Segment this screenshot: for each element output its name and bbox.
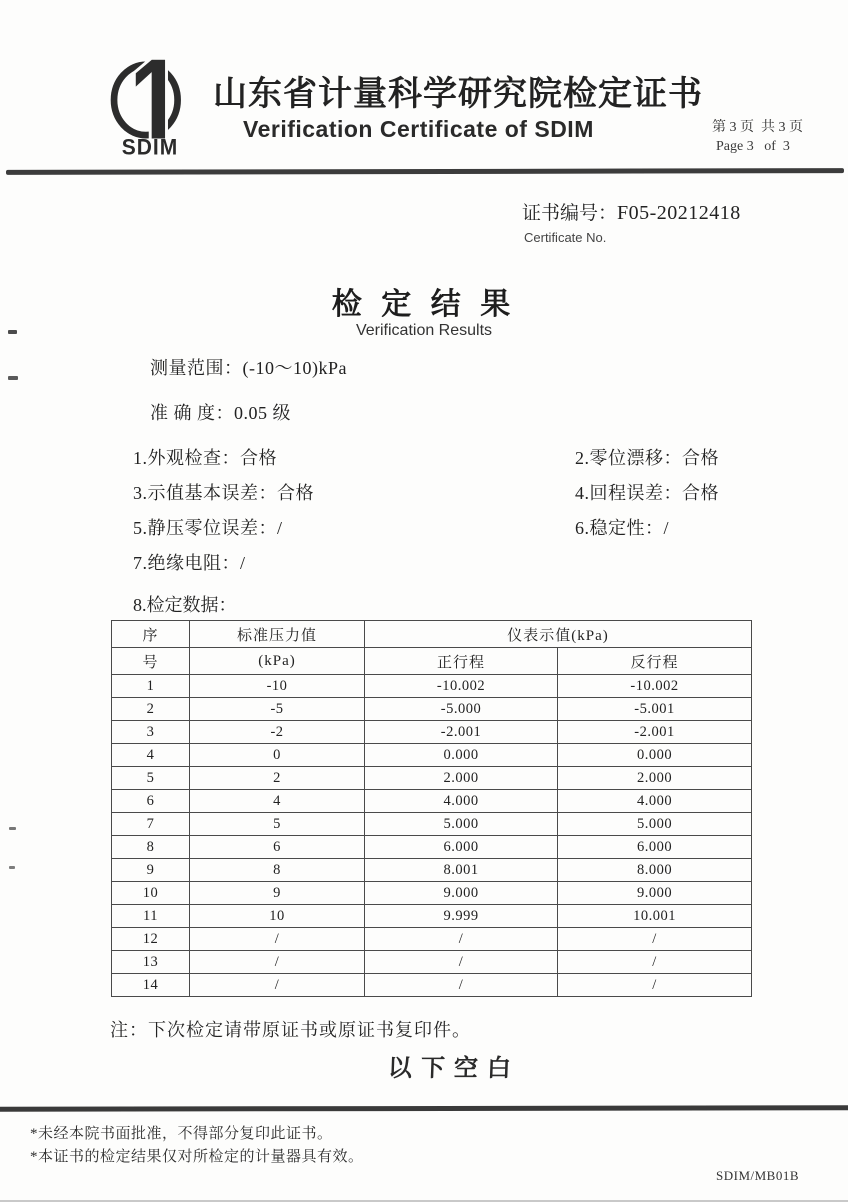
table-cell: /	[190, 928, 365, 951]
table-cell: 8	[190, 859, 365, 882]
verification-data-label: 8.检定数据：	[133, 595, 237, 615]
check-item-hysteresis: 4.回程误差：合格	[575, 483, 719, 503]
col-indication-group: 仪表示值(kPa)	[365, 621, 752, 648]
scan-speck	[8, 330, 17, 334]
table-cell: -2	[190, 721, 365, 744]
table-row	[112, 859, 752, 882]
table-row	[112, 767, 752, 790]
table-cell: 5.000	[558, 813, 752, 836]
table-cell: 8	[112, 836, 190, 859]
table-cell: 0.000	[558, 744, 752, 767]
table-cell: 13	[112, 951, 190, 974]
col-seq-top: 序	[112, 621, 190, 648]
table-row	[112, 882, 752, 905]
table-cell: 0.000	[365, 744, 558, 767]
results-title-en: Verification Results	[355, 322, 493, 339]
accuracy-value: 0.05 级	[234, 403, 291, 423]
table-header-row-2	[112, 648, 752, 675]
table-cell: /	[558, 928, 752, 951]
table-cell: /	[365, 951, 558, 974]
table-cell: 8.000	[558, 859, 752, 882]
scan-speck	[9, 866, 15, 869]
page-number-cn: 第 3 页 共 3 页	[712, 120, 803, 135]
table-cell: 4	[112, 744, 190, 767]
scan-speck	[9, 827, 16, 830]
table-cell: 5	[190, 813, 365, 836]
page-title-en: Verification Certificate of SDIM	[243, 116, 594, 142]
table-row	[112, 928, 752, 951]
table-cell: 11	[112, 905, 190, 928]
table-cell: 9	[112, 859, 190, 882]
table-cell: 6	[112, 790, 190, 813]
form-code: SDIM/MB01B	[716, 1168, 800, 1183]
table-row	[112, 721, 752, 744]
table-cell: /	[365, 928, 558, 951]
accuracy-label: 准 确 度：	[150, 403, 234, 423]
table-cell: -10.002	[365, 675, 558, 698]
col-standard-top: 标准压力值	[190, 621, 365, 648]
col-seq-bottom: 号	[112, 648, 190, 675]
page-number-en: Page 3 of 3	[716, 139, 790, 154]
table-cell: 0	[190, 744, 365, 767]
scan-speck	[8, 376, 18, 380]
table-cell: 10.001	[558, 905, 752, 928]
table-cell: -5	[190, 698, 365, 721]
table-row	[112, 790, 752, 813]
note-line: 注：下次检定请带原证书或原证书复印件。	[110, 1020, 471, 1040]
table-cell: /	[190, 951, 365, 974]
table-cell: 8.001	[365, 859, 558, 882]
table-row	[112, 675, 752, 698]
col-standard-unit: (kPa)	[190, 648, 365, 675]
accuracy-line	[150, 399, 291, 425]
table-row	[112, 974, 752, 997]
table-cell: 9.999	[365, 905, 558, 928]
col-forward-stroke: 正行程	[365, 648, 558, 675]
col-reverse-stroke: 反行程	[558, 648, 752, 675]
table-cell: -10.002	[558, 675, 752, 698]
table-cell: 4.000	[365, 790, 558, 813]
table-cell: -5.000	[365, 698, 558, 721]
table-cell: /	[365, 974, 558, 997]
certificate-number-label: 证书编号：	[522, 203, 618, 224]
check-items	[133, 447, 773, 574]
table-row	[112, 951, 752, 974]
check-item-appearance: 1.外观检查：合格	[133, 448, 277, 468]
sdim-logo-icon	[104, 58, 196, 142]
table-cell: -10	[190, 675, 365, 698]
measuring-range-label: 测量范围：	[150, 358, 243, 378]
table-cell: -5.001	[558, 698, 752, 721]
table-row	[112, 744, 752, 767]
table-cell: 14	[112, 974, 190, 997]
check-item-stability: 6.稳定性：/	[575, 518, 670, 538]
table-cell: /	[190, 974, 365, 997]
page-title-cn: 山东省计量科学研究院检定证书	[213, 76, 703, 113]
measuring-range-value: (-10～10)kPa	[242, 358, 347, 378]
table-row	[112, 698, 752, 721]
table-cell: 10	[112, 882, 190, 905]
table-cell: 5	[112, 767, 190, 790]
table-cell: 6	[190, 836, 365, 859]
table-cell: 2	[190, 767, 365, 790]
table-cell: 2.000	[365, 767, 558, 790]
table-cell: 1	[112, 675, 190, 698]
table-cell: 9.000	[558, 882, 752, 905]
table-cell: -2.001	[558, 721, 752, 744]
table-cell: 2.000	[558, 767, 752, 790]
table-cell: 5.000	[365, 813, 558, 836]
table-header-row-1	[112, 621, 752, 648]
blank-below-text: 以下空白	[387, 1056, 521, 1082]
check-item-insulation: 7.绝缘电阻：/	[133, 553, 246, 573]
table-row	[112, 836, 752, 859]
table-cell: 12	[112, 928, 190, 951]
table-row	[112, 813, 752, 836]
table-cell: /	[558, 974, 752, 997]
results-title-cn: 检 定 结 果	[331, 288, 517, 321]
footer-divider	[0, 1105, 848, 1111]
table-cell: 7	[112, 813, 190, 836]
table-header	[112, 621, 752, 675]
table-cell: 4	[190, 790, 365, 813]
table-cell: 6.000	[558, 836, 752, 859]
measuring-range-line	[150, 354, 347, 380]
footer-note-2: *本证书的检定结果仅对所检定的计量器具有效。	[30, 1149, 364, 1165]
table-cell: -2.001	[365, 721, 558, 744]
table-cell: 2	[112, 698, 190, 721]
table-cell: 9.000	[365, 882, 558, 905]
check-item-basic-error: 3.示值基本误差：合格	[133, 483, 314, 503]
table-body	[112, 675, 752, 997]
table-cell: 6.000	[365, 836, 558, 859]
table-cell: 3	[112, 721, 190, 744]
certificate-number-value: F05-20212418	[617, 202, 741, 224]
table-cell: 4.000	[558, 790, 752, 813]
header-divider	[6, 168, 844, 175]
table-cell: 10	[190, 905, 365, 928]
footer-note-1: *未经本院书面批准，不得部分复印此证书。	[30, 1126, 333, 1142]
table-row	[112, 905, 752, 928]
table-cell: 9	[190, 882, 365, 905]
check-item-static-zero-error: 5.静压零位误差：/	[133, 518, 283, 538]
check-item-zero-drift: 2.零位漂移：合格	[575, 448, 719, 468]
sdim-logo-text: SDIM	[121, 135, 179, 160]
certificate-number-label-en: Certificate No.	[524, 230, 607, 245]
verification-data-table	[111, 620, 752, 997]
table-cell: /	[558, 951, 752, 974]
certificate-number-line	[522, 198, 741, 225]
sdim-logo	[94, 58, 206, 160]
